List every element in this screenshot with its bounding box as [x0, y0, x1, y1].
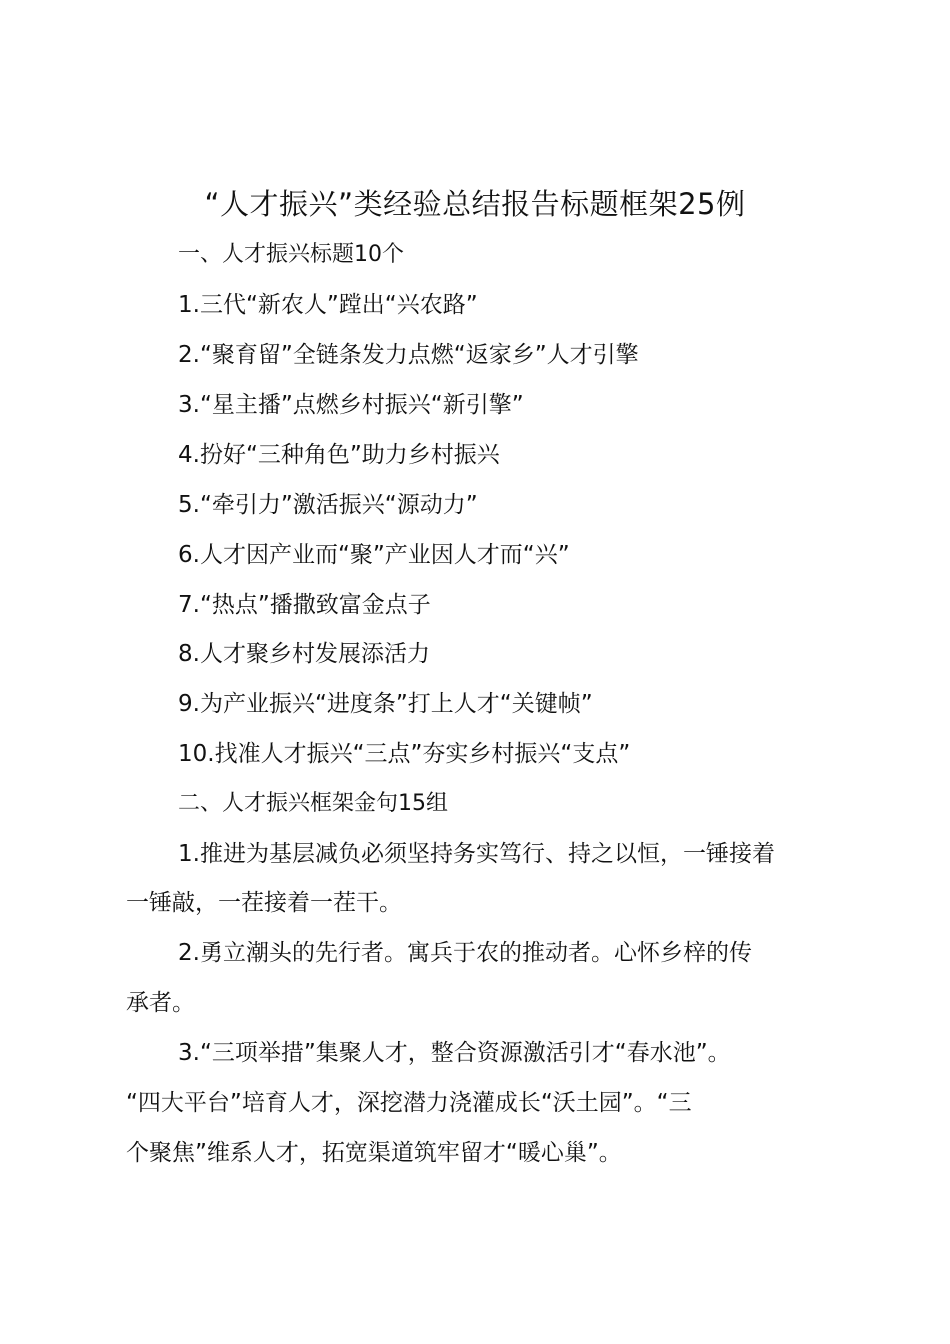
title-item-9: 9.为产业振兴“进度条”打上人才“关键帧” [178, 691, 593, 717]
sentence-paragraph-line: 3.“三项举措”集聚人才，整合资源激活引才“春水池”。 [178, 1040, 731, 1066]
title-item-6: 6.人才因产业而“聚”产业因人才而“兴” [178, 542, 570, 568]
section-heading-sentences: 二、人才振兴框架金句15组 [178, 791, 448, 816]
title-item-4: 4.扮好“三种角色”助力乡村振兴 [178, 442, 500, 468]
sentence-paragraph-line: 承者。 [126, 990, 195, 1016]
title-item-1: 1.三代“新农人”蹚出“兴农路” [178, 292, 478, 318]
sentence-paragraph-line: 一锤敲，一茬接着一茬干。 [126, 890, 402, 916]
title-item-5: 5.“牵引力”激活振兴“源动力” [178, 492, 478, 518]
title-item-7: 7.“热点”播撒致富金点子 [178, 592, 431, 618]
sentence-paragraph-line: “四大平台”培育人才，深挖潜力浇灌成长“沃土园”。“三 [126, 1090, 692, 1116]
sentence-paragraph-line: 2.勇立潮头的先行者。寓兵于农的推动者。心怀乡梓的传 [178, 940, 752, 966]
section-heading-titles: 一、人才振兴标题10个 [178, 242, 404, 267]
document-title: “人才振兴”类经验总结报告标题框架25例 [204, 187, 746, 221]
sentence-paragraph-line: 个聚焦”维系人才，拓宽渠道筑牢留才“暖心巢”。 [126, 1140, 622, 1166]
title-item-2: 2.“聚育留”全链条发力点燃“返家乡”人才引擎 [178, 342, 639, 368]
sentence-paragraph-line: 1.推进为基层减负必须坚持务实笃行、持之以恒，一锤接着 [178, 841, 775, 867]
title-item-8: 8.人才聚乡村发展添活力 [178, 641, 430, 667]
title-item-3: 3.“星主播”点燃乡村振兴“新引擎” [178, 392, 524, 418]
title-item-10: 10.找准人才振兴“三点”夯实乡村振兴“支点” [178, 741, 631, 767]
